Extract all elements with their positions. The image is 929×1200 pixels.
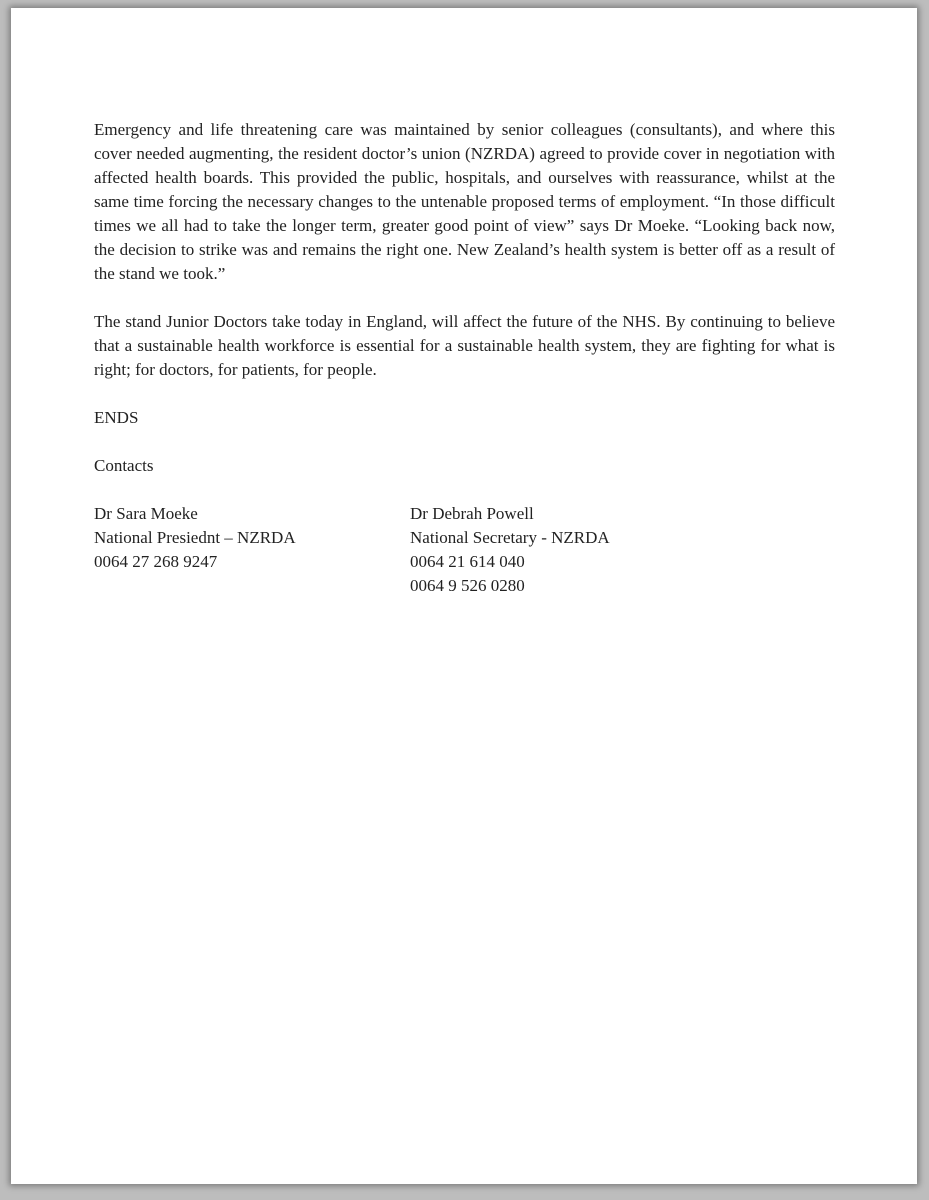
contacts-block xyxy=(94,502,835,598)
paragraph-emergency-care: Emergency and life threatening care was maintained by senior colleagues (consultants), and where this cover needed augmenting, the resident doctor’s union (NZRDA) agreed to provide cover in negotiation with affected health boards. This provided the public, hospitals, and ourselves with reassurance, whilst at the same time forcing the necessary changes to the untenable proposed terms of employment. “In those difficult times we all had to take the longer term, greater good point of view” says Dr Moeke. “Looking back now, the decision to strike was and remains the right one. New Zealand’s health system is better off as a result of the stand we took.” xyxy=(94,120,835,283)
contact-title: National Presiednt – NZRDA xyxy=(94,528,296,547)
contact-name: Dr Debrah Powell xyxy=(410,504,534,523)
document-body xyxy=(94,118,835,598)
contact-debrah-powell xyxy=(410,502,726,598)
contacts-heading: Contacts xyxy=(94,456,154,475)
paragraph-junior-doctors: The stand Junior Doctors take today in England, will affect the future of the NHS. By continuing to believe that a sustainable health workforce is essential for a sustainable health system, they are fighting for what is right; for doctors, for patients, for people. xyxy=(94,312,835,379)
contact-name: Dr Sara Moeke xyxy=(94,504,198,523)
contact-phone: 0064 9 526 0280 xyxy=(410,576,525,595)
document-page xyxy=(11,8,917,1184)
contact-phone: 0064 21 614 040 xyxy=(410,552,525,571)
contact-phone: 0064 27 268 9247 xyxy=(94,552,218,571)
contact-sara-moeke xyxy=(94,502,410,598)
ends-marker: ENDS xyxy=(94,408,139,427)
contact-title: National Secretary - NZRDA xyxy=(410,528,610,547)
